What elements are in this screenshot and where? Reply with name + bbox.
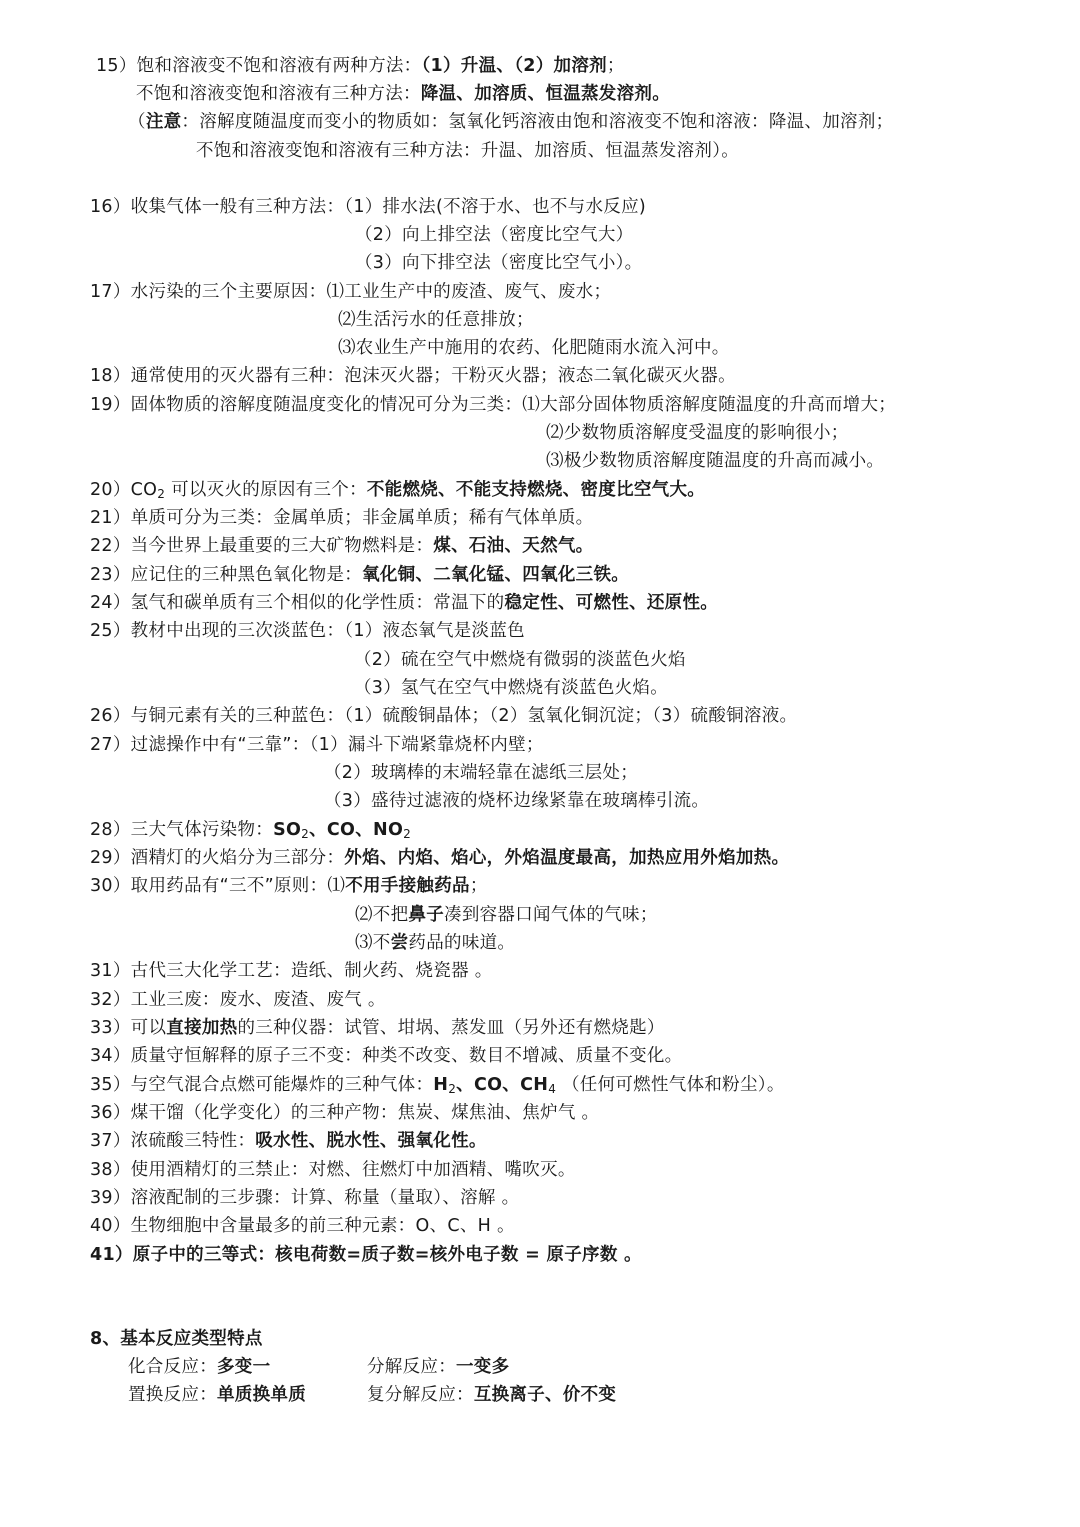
- bold-text: （1）升温、（2）加溶剂: [421, 56, 607, 76]
- item-27-line-1: 27）过滤操作中有“三靠”：（1）漏斗下端紧靠烧杯内壁；: [90, 735, 544, 755]
- bold-text: 、CO、NO: [309, 820, 404, 840]
- item-20: [90, 476, 705, 504]
- item-36: 36）煤干馏（化学变化）的三种产物：焦炭、煤焦油、焦炉气 。: [90, 1103, 600, 1123]
- bold-text: 降温、加溶质、恒温蒸发溶剂。: [420, 84, 671, 104]
- item-19-line-1: 19）固体物质的溶解度随温度变化的情况可分为三类：⑴大部分固体物质溶解度随温度的升高而增大；: [90, 395, 897, 415]
- item-16-line-2: （2）向上排空法（密度比空气大）: [355, 225, 634, 245]
- label: 分解反应：: [367, 1357, 456, 1377]
- item-32: 32）工业三废：废水、废渣、废气 。: [90, 990, 386, 1010]
- text: 28）三大气体污染物：: [90, 820, 274, 840]
- text: 23）应记住的三种黑色氧化物是：: [90, 565, 363, 585]
- text: ：溶解度随温度而变小的物质如：氢氧化钙溶液由饱和溶液变不饱和溶液：降温、加溶剂；: [181, 112, 894, 132]
- item-30-line-1: [90, 872, 488, 900]
- subscript: 4: [548, 1082, 557, 1096]
- text: 的三种仪器：试管、坩埚、蒸发皿（另外还有燃烧匙）: [237, 1018, 665, 1038]
- item-33: [90, 1014, 665, 1042]
- bold-text: 注意: [145, 112, 182, 132]
- text: 20）CO: [90, 480, 158, 500]
- item-15-line-2: [136, 80, 670, 108]
- item-27-line-3: （3）盛待过滤液的烧杯边缘紧靠在玻璃棒引流。: [324, 791, 710, 811]
- item-37: [90, 1127, 487, 1155]
- item-31: 31）古代三大化学工艺：造纸、制火药、烧瓷器 。: [90, 961, 493, 981]
- value: 多变一: [217, 1357, 271, 1377]
- item-17-line-1: 17）水污染的三个主要原因：⑴工业生产中的废渣、废气、废水；: [90, 282, 612, 302]
- item-34: 34）质量守恒解释的原子三不变：种类不改变、数目不增减、质量不变化。: [90, 1046, 683, 1066]
- text: 24）氢气和碳单质有三个相似的化学性质：常温下的: [90, 593, 505, 613]
- item-22: [90, 532, 593, 560]
- label: 化合反应：: [128, 1357, 217, 1377]
- item-38: 38）使用酒精灯的三禁止：对燃、往燃灯中加酒精、嘴吹灭。: [90, 1160, 576, 1180]
- text: 37）浓硫酸三特性：: [90, 1131, 256, 1151]
- subscript: 2: [157, 487, 166, 501]
- text: （: [128, 112, 146, 132]
- text: 凑到容器口闻气体的气味；: [444, 905, 658, 925]
- item-25-line-3: （3）氢气在空气中燃烧有淡蓝色火焰。: [354, 678, 669, 698]
- item-15-note: [128, 108, 893, 136]
- reaction-decomposition: [367, 1353, 509, 1381]
- item-23: [90, 561, 629, 589]
- bold-text: SO: [273, 820, 302, 840]
- item-35: [90, 1071, 785, 1099]
- bold-text: 不能燃烧、不能支持燃烧、密度比空气大。: [366, 480, 706, 500]
- subscript: 2: [301, 827, 310, 841]
- bold-text: 鼻子: [408, 905, 445, 925]
- bold-text: 稳定性、可燃性、还原性。: [504, 593, 719, 613]
- bold-text: 尝: [390, 933, 409, 953]
- reaction-double-decomposition: [367, 1381, 616, 1409]
- bold-text: 不用手接触药品: [345, 876, 470, 896]
- item-30-line-2: [355, 901, 658, 929]
- text: 药品的味道。: [408, 933, 516, 953]
- item-40: 40）生物细胞中含量最多的前三种元素：O、C、H 。: [90, 1216, 515, 1236]
- text: 22）当今世界上最重要的三大矿物燃料是：: [90, 536, 434, 556]
- item-26: 26）与铜元素有关的三种蓝色：（1）硫酸铜晶体；（2）氢氧化铜沉淀；（3）硫酸铜溶液。: [90, 706, 798, 726]
- item-15-note-2: 不饱和溶液变饱和溶液有三种方法：升温、加溶质、恒温蒸发溶剂）。: [196, 141, 740, 161]
- item-30-line-3: [355, 929, 515, 957]
- label: 置换反应：: [128, 1385, 217, 1405]
- item-15-line-1: [96, 52, 625, 80]
- item-24: [90, 589, 718, 617]
- value: 一变多: [456, 1357, 510, 1377]
- item-16-line-1: 16）收集气体一般有三种方法：（1）排水法(不溶于水、也不与水反应): [90, 197, 647, 217]
- text: 33）可以: [90, 1018, 167, 1038]
- text: 不饱和溶液变饱和溶液有三种方法：: [136, 84, 421, 104]
- item-39: 39）溶液配制的三步骤：计算、称量（量取）、溶解 。: [90, 1188, 520, 1208]
- item-29: [90, 844, 789, 872]
- bold-text: 氧化铜、二氧化锰、四氧化三铁。: [362, 565, 630, 585]
- reaction-displacement: [128, 1381, 306, 1409]
- item-17-line-3: ⑶农业生产中施用的农药、化肥随雨水流入河中。: [338, 338, 730, 358]
- bold-text: H: [433, 1075, 449, 1095]
- text: （任何可燃性气体和粉尘）。: [556, 1075, 785, 1095]
- text: ；: [469, 876, 488, 896]
- item-19-line-3: ⑶极少数物质溶解度随温度的升高而减小。: [546, 451, 885, 471]
- text: 29）酒精灯的火焰分为三部分：: [90, 848, 345, 868]
- item-25-line-1: 25）教材中出现的三次淡蓝色：（1）液态氧气是淡蓝色: [90, 621, 525, 641]
- item-17-line-2: ⑵生活污水的任意排放；: [338, 310, 534, 330]
- section-8-title: 8、基本反应类型特点: [90, 1329, 263, 1349]
- item-18: 18）通常使用的灭火器有三种：泡沫灭火器；干粉灭火器；液态二氧化碳灭火器。: [90, 366, 736, 386]
- subscript: 2: [403, 827, 412, 841]
- bold-text: 外焰、内焰、焰心，外焰温度最高，加热应用外焰加热。: [344, 848, 790, 868]
- text: 30）取用药品有“三不”原则：⑴: [90, 876, 346, 896]
- item-19-line-2: ⑵少数物质溶解度受温度的影响很小；: [546, 423, 849, 443]
- bold-text: 原子中的三等式：核电荷数=质子数=核外电子数 = 原子序数 。: [132, 1245, 642, 1265]
- bold-text: 吸水性、脱水性、强氧化性。: [255, 1131, 487, 1151]
- label: 复分解反应：: [367, 1385, 474, 1405]
- item-28: [90, 816, 411, 844]
- reaction-combination: [128, 1353, 270, 1381]
- bold-text: 煤、石油、天然气。: [433, 536, 594, 556]
- bold-text: 、CO、CH: [456, 1075, 549, 1095]
- value: 单质换单质: [217, 1385, 306, 1405]
- item-27-line-2: （2）玻璃棒的末端轻靠在滤纸三层处；: [324, 763, 639, 783]
- text: 35）与空气混合点燃可能爆炸的三种气体：: [90, 1075, 434, 1095]
- item-25-line-2: （2）硫在空气中燃烧有微弱的淡蓝色火焰: [354, 650, 686, 670]
- subscript: 2: [448, 1082, 457, 1096]
- item-41: [90, 1241, 642, 1269]
- item-21: 21）单质可分为三类：金属单质；非金属单质；稀有气体单质。: [90, 508, 594, 528]
- text: ；: [606, 56, 625, 76]
- text: 可以灭火的原因有三个：: [165, 480, 367, 500]
- bold-text: 41）: [90, 1245, 133, 1265]
- item-16-line-3: （3）向下排空法（密度比空气小）。: [355, 253, 643, 273]
- bold-text: 直接加热: [166, 1018, 238, 1038]
- value: 互换离子、价不变: [473, 1385, 617, 1405]
- text: 15）饱和溶液变不饱和溶液有两种方法：: [96, 56, 422, 76]
- text: ⑶不: [355, 933, 391, 953]
- text: ⑵不把: [355, 905, 409, 925]
